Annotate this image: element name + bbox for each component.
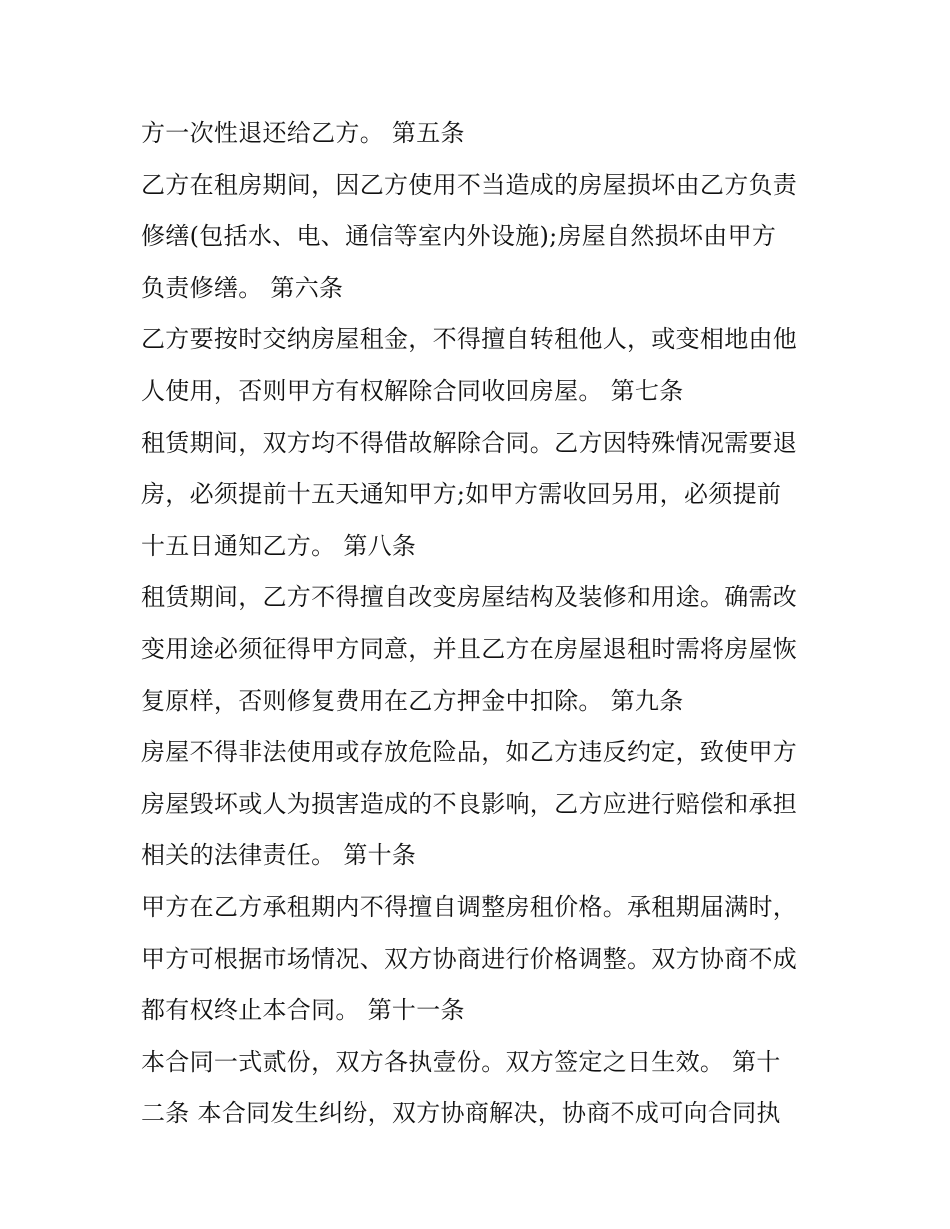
text-line: 房屋不得非法使用或存放危险品，如乙方违反约定，致使甲方: [141, 738, 798, 767]
text-line: 房屋毁坏或人为损害造成的不良影响，乙方应进行赔偿和承担: [141, 789, 798, 818]
text-line: 都有权终止本合同。 第十一条: [141, 996, 465, 1025]
text-line: 变用途必须征得甲方同意，并且乙方在房屋退租时需将房屋恢: [141, 634, 798, 663]
text-line: 租赁期间，乙方不得擅自改变房屋结构及装修和用途。确需改: [141, 583, 798, 612]
contract-text-body: [141, 108, 821, 1140]
text-line: 甲方可根据市场情况、双方协商进行价格调整。双方协商不成: [141, 944, 798, 973]
text-line: 复原样，否则修复费用在乙方押金中扣除。 第九条: [141, 686, 684, 715]
text-line: 二条 本合同发生纠纷，双方协商解决，协商不成可向合同执: [141, 1099, 781, 1128]
text-line: 人使用，否则甲方有权解除合同收回房屋。 第七条: [141, 376, 684, 405]
text-line: 本合同一式贰份，双方各执壹份。双方签定之日生效。 第十: [141, 1047, 781, 1076]
text-line: 租赁期间，双方均不得借故解除合同。乙方因特殊情况需要退: [141, 428, 798, 457]
text-line: 相关的法律责任。 第十条: [141, 841, 417, 870]
text-line: 修缮(包括水、电、通信等室内外设施);房屋自然损坏由甲方: [141, 222, 777, 251]
text-line: 乙方要按时交纳房屋租金，不得擅自转租他人，或变相地由他: [141, 325, 798, 354]
text-line: 乙方在租房期间，因乙方使用不当造成的房屋损坏由乙方负责: [141, 170, 798, 199]
text-line: 房，必须提前十五天通知甲方;如甲方需收回另用，必须提前: [141, 480, 782, 509]
text-line: 方一次性退还给乙方。 第五条: [141, 119, 465, 147]
text-line: 负责修缮。 第六条: [141, 273, 344, 302]
text-line: 甲方在乙方承租期内不得擅自调整房租价格。承租期届满时，: [141, 892, 798, 921]
text-line: 十五日通知乙方。 第八条: [141, 531, 417, 560]
